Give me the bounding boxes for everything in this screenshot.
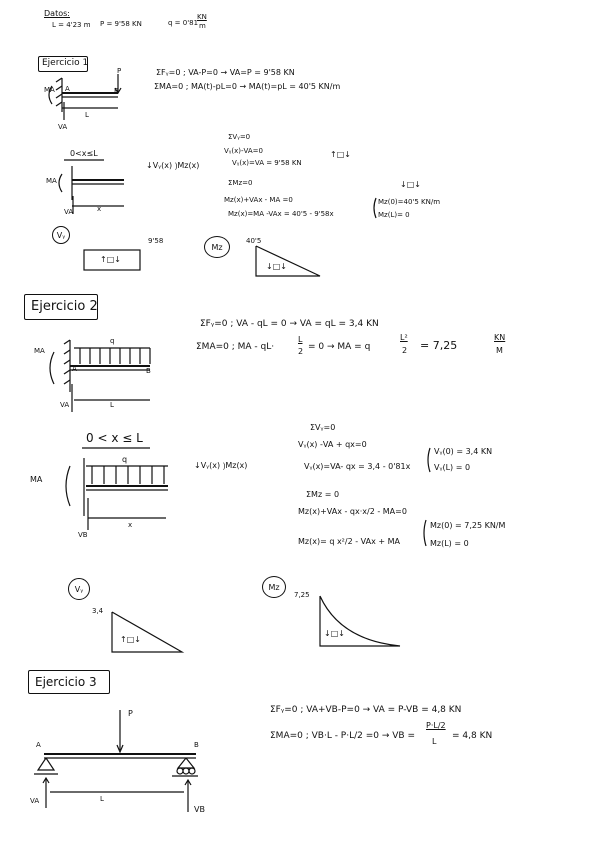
ex3-eq-ma-b: = 4,8 KN xyxy=(452,731,493,741)
ex2-unit-num: KN xyxy=(494,333,506,342)
ex2-title: Ejercicio 2 xyxy=(31,299,98,314)
ex1-sign-v: ↑□↓ xyxy=(330,150,351,159)
ex2-m-tag-text: Mz xyxy=(268,582,280,592)
ex2-eq-frac2-num: L² xyxy=(400,333,408,342)
ex1-v-tag-text: Vᵧ xyxy=(56,230,66,240)
ex1-res-ml: Mz(L)= 0 xyxy=(378,211,410,219)
ex2-res-ml: Mz(L) = 0 xyxy=(430,539,469,548)
ex2-s-eq2: Vᵧ(x) -VA + qx=0 xyxy=(298,440,367,449)
ex1-s-eq6: Mz(x)=MA -VAx = 40'5 - 9'58x xyxy=(228,210,334,218)
ex2-ma-label: MA xyxy=(34,347,45,355)
ex2-res-m0: Mz(0) = 7,25 KN/M xyxy=(430,521,506,530)
ex3-eq-frac-num: P·L/2 xyxy=(426,721,446,730)
ex1-section-forces: ↓Vᵧ(x) ⟯Mz(x) xyxy=(146,161,200,170)
ex1-m-sign: ↓□↓ xyxy=(266,262,287,271)
ex2-v-value: 3,4 xyxy=(92,607,104,615)
ex1-s-eq1: ΣVᵧ=0 xyxy=(228,133,251,141)
ex1-p-label: P xyxy=(117,67,122,75)
ex1-eq-fy: ΣFᵧ=0 ; VA-P=0 → VA=P = 9'58 KN xyxy=(156,68,295,77)
ex2-s-eq1: ΣVᵧ=0 xyxy=(310,423,336,432)
ex2-m-sign: ↓□↓ xyxy=(324,629,345,638)
ex1-sec-va: VA xyxy=(64,208,74,216)
ex2-sec-ma: MA xyxy=(30,475,43,484)
ex1-title: Ejercicio 1 xyxy=(42,58,89,68)
ex2-q-label: q xyxy=(110,337,115,345)
ex2-sec-x: x xyxy=(128,521,133,529)
ex1-m-value: 40'5 xyxy=(246,237,262,245)
ex1-m-tag-text: Mz xyxy=(211,242,223,252)
ex2-v-tag-text: Vᵧ xyxy=(74,584,84,594)
ex3-a-label: A xyxy=(36,741,41,749)
ex3-vb-label: VB xyxy=(194,805,205,814)
ex1-s-eq2: Vᵧ(x)-VA=0 xyxy=(224,147,263,155)
ex3-l-label: L xyxy=(100,795,104,803)
ex2-l-label: L xyxy=(110,401,114,409)
ex2-section-range: 0 < x ≤ L xyxy=(86,431,143,445)
ex2-sec-vb: VB xyxy=(78,531,88,539)
ex2-eq-frac-den: 2 xyxy=(298,347,304,356)
data-title: Datos: xyxy=(44,9,70,18)
ex1-va-label: VA xyxy=(58,123,68,131)
ex3-eq-ma-a: ΣMA=0 ; VB·L - P·L/2 =0 → VB = xyxy=(270,731,415,741)
ex1-s-eq5: Mz(x)+VAx - MA =0 xyxy=(224,196,293,204)
q-unit-num: KN xyxy=(197,13,207,21)
ex2-unit-den: M xyxy=(496,346,503,355)
ex2-eq-fy: ΣFᵧ=0 ; VA - qL = 0 → VA = qL = 3,4 KN xyxy=(200,319,379,329)
ex1-s-eq4: ΣMz=0 xyxy=(228,179,253,187)
q-unit-den: m xyxy=(199,22,206,30)
ex3-va-label: VA xyxy=(30,797,40,805)
ex2-res-v0: Vᵧ(0) = 3,4 KN xyxy=(434,447,493,456)
ex1-sec-ma: MA xyxy=(46,177,57,185)
ex1-sec-x: x xyxy=(97,205,102,213)
ex1-eq-ma: ΣMA=0 ; MA(t)-pL=0 → MA(t)=pL = 40'5 KN/m xyxy=(154,82,341,91)
ex3-eq-frac-den: L xyxy=(432,737,437,746)
ex2-eq-ma-c: = 7,25 xyxy=(420,339,458,352)
ex2-res-vl: Vᵧ(L) = 0 xyxy=(434,463,471,472)
ex2-eq-ma-b: = 0 → MA = q xyxy=(308,342,371,352)
ex1-s-eq3: Vᵧ(x)=VA = 9'58 KN xyxy=(232,159,302,167)
ex1-res-m0: Mz(0)=40'5 KN/m xyxy=(378,198,441,206)
ex1-b-label: B xyxy=(114,87,119,95)
ex1-section-range: 0<x≤L xyxy=(70,149,98,158)
ex1-v-sign: ↑□↓ xyxy=(100,255,121,264)
q-value: q = 0'81 xyxy=(168,19,199,27)
ex2-s-eq4: ΣMz = 0 xyxy=(306,490,340,499)
ex2-sec-q: q xyxy=(122,455,128,464)
ex2-va-label: VA xyxy=(60,401,70,409)
ex1-v-value: 9'58 xyxy=(148,237,164,245)
ex2-eq-frac-num: L xyxy=(298,335,303,344)
ex3-b-label: B xyxy=(194,741,199,749)
ex2-s-eq3: Vᵧ(x)=VA- qx = 3,4 - 0'81x xyxy=(304,462,411,471)
ex2-a-label: A xyxy=(72,365,77,373)
ex2-s-eq6: Mz(x)= q x²/2 - VAx + MA xyxy=(298,537,400,546)
ex1-l-label: L xyxy=(85,111,89,119)
load-value: P = 9'58 KN xyxy=(100,20,142,28)
length-value: L = 4'23 m xyxy=(52,21,91,29)
ex2-m-value: 7,25 xyxy=(294,591,310,599)
ex2-v-sign: ↑□↓ xyxy=(120,635,141,644)
ex3-eq-fy: ΣFᵧ=0 ; VA+VB-P=0 → VA = P-VB = 4,8 KN xyxy=(270,705,462,715)
ex1-sign-m: ↓□↓ xyxy=(400,180,421,189)
ex2-s-eq5: Mz(x)+VAx - qx·x/2 - MA=0 xyxy=(298,507,407,516)
ex1-a-label: A xyxy=(65,85,70,93)
ex1-ma-label: MA xyxy=(44,86,55,94)
ex3-p-label: P xyxy=(128,709,133,718)
ex2-b-label: B xyxy=(146,367,151,375)
ex2-eq-ma-a: ΣMA=0 ; MA - qL· xyxy=(196,342,275,352)
ex2-eq-frac2-den: 2 xyxy=(402,346,408,355)
ex3-title: Ejercicio 3 xyxy=(35,675,97,689)
ex2-section-forces: ↓Vᵧ(x) ⟯Mz(x) xyxy=(194,461,248,470)
